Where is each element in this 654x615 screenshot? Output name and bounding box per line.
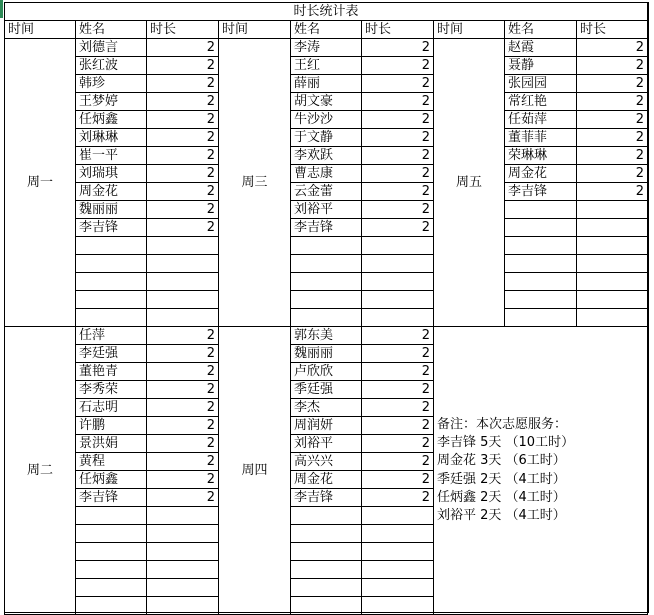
duration-cell[interactable] — [362, 309, 434, 327]
name-cell[interactable] — [76, 237, 147, 255]
name-cell[interactable]: 李杰 — [291, 399, 362, 417]
duration-cell[interactable]: 2 — [362, 165, 434, 183]
duration-cell[interactable]: 2 — [147, 327, 219, 345]
table-row — [5, 111, 648, 129]
table-row — [5, 57, 648, 75]
name-cell[interactable]: 许鹏 — [76, 417, 147, 435]
notes-line: 李吉锋 5天 （10工时） — [437, 435, 575, 451]
name-cell[interactable] — [76, 543, 147, 561]
duration-cell[interactable] — [577, 219, 648, 237]
day-label-mon[interactable]: 周一 — [5, 39, 76, 327]
duration-cell[interactable]: 2 — [362, 489, 434, 507]
duration-cell[interactable]: 2 — [577, 183, 648, 201]
notes-line: 刘裕平 2天 （4工时） — [437, 507, 566, 523]
duration-cell[interactable] — [362, 507, 434, 525]
name-cell[interactable] — [291, 597, 362, 615]
duration-cell[interactable]: 2 — [577, 93, 648, 111]
name-cell[interactable]: 于文静 — [291, 129, 362, 147]
duration-cell[interactable] — [147, 273, 219, 291]
duration-cell[interactable]: 2 — [577, 75, 648, 93]
name-cell[interactable] — [505, 201, 577, 219]
header-name[interactable]: 姓名 — [291, 21, 362, 39]
table-row — [5, 39, 648, 57]
name-cell[interactable]: 王梦婷 — [76, 93, 147, 111]
duration-cell[interactable]: 2 — [147, 93, 219, 111]
header-duration[interactable]: 时长 — [362, 21, 434, 39]
name-cell[interactable]: 董艳青 — [76, 363, 147, 381]
name-cell[interactable]: 魏丽丽 — [291, 345, 362, 363]
duration-cell[interactable]: 2 — [147, 219, 219, 237]
duration-cell[interactable]: 2 — [147, 75, 219, 93]
duration-cell[interactable] — [362, 273, 434, 291]
name-cell[interactable] — [76, 561, 147, 579]
duration-cell[interactable] — [577, 273, 648, 291]
duration-cell[interactable] — [362, 561, 434, 579]
duration-cell[interactable]: 2 — [147, 111, 219, 129]
name-cell[interactable] — [291, 291, 362, 309]
name-cell[interactable] — [76, 273, 147, 291]
name-cell[interactable]: 周金花 — [291, 471, 362, 489]
name-cell[interactable] — [291, 543, 362, 561]
name-cell[interactable] — [291, 525, 362, 543]
table-row — [5, 219, 648, 237]
name-cell[interactable] — [76, 597, 147, 615]
name-cell[interactable]: 胡文豪 — [291, 93, 362, 111]
name-cell[interactable]: 周金花 — [76, 183, 147, 201]
table-row — [5, 183, 648, 201]
name-cell[interactable]: 张园园 — [505, 75, 577, 93]
duration-cell[interactable]: 2 — [147, 399, 219, 417]
name-cell[interactable]: 董菲菲 — [505, 129, 577, 147]
name-cell[interactable]: 荣琳琳 — [505, 147, 577, 165]
day-label-wed[interactable]: 周三 — [219, 39, 291, 327]
name-cell[interactable] — [291, 579, 362, 597]
duration-cell[interactable]: 2 — [362, 471, 434, 489]
duration-cell[interactable]: 2 — [147, 201, 219, 219]
table-row — [5, 255, 648, 273]
table-row — [5, 129, 648, 147]
duration-cell[interactable]: 2 — [577, 57, 648, 75]
table-row — [5, 147, 648, 165]
header-name[interactable]: 姓名 — [76, 21, 147, 39]
name-cell[interactable] — [76, 507, 147, 525]
duration-cell[interactable]: 2 — [362, 201, 434, 219]
duration-cell[interactable]: 2 — [147, 489, 219, 507]
duration-cell[interactable]: 2 — [362, 381, 434, 399]
name-cell[interactable] — [291, 561, 362, 579]
duration-cell[interactable]: 2 — [362, 147, 434, 165]
duration-cell[interactable] — [577, 255, 648, 273]
notes-heading: 备注：本次志愿服务： — [437, 416, 568, 432]
name-cell[interactable]: 李秀荣 — [76, 381, 147, 399]
name-cell[interactable]: 任炳鑫 — [76, 111, 147, 129]
name-cell[interactable]: 卢欣欣 — [291, 363, 362, 381]
name-cell[interactable]: 刘裕平 — [291, 201, 362, 219]
name-cell[interactable] — [505, 255, 577, 273]
name-cell[interactable]: 周金花 — [505, 165, 577, 183]
table-row — [5, 237, 648, 255]
name-cell[interactable]: 石志明 — [76, 399, 147, 417]
duration-cell[interactable] — [147, 309, 219, 327]
name-cell[interactable] — [291, 273, 362, 291]
duration-cell[interactable] — [362, 525, 434, 543]
name-cell[interactable] — [505, 309, 577, 327]
duration-cell[interactable]: 2 — [362, 183, 434, 201]
header-time[interactable]: 时间 — [5, 21, 76, 39]
duration-cell[interactable]: 2 — [362, 327, 434, 345]
duration-cell[interactable]: 2 — [147, 165, 219, 183]
header-row — [5, 21, 648, 39]
notes-line: 季廷强 2天 （4工时） — [437, 471, 566, 487]
duration-cell[interactable] — [362, 579, 434, 597]
duration-cell[interactable] — [362, 543, 434, 561]
duration-cell[interactable] — [147, 525, 219, 543]
duration-cell[interactable]: 2 — [362, 93, 434, 111]
duration-cell[interactable]: 2 — [362, 399, 434, 417]
day-label-fri[interactable]: 周五 — [434, 39, 505, 327]
name-cell[interactable]: 郭东美 — [291, 327, 362, 345]
name-cell[interactable]: 李吉锋 — [505, 183, 577, 201]
duration-cell[interactable]: 2 — [147, 57, 219, 75]
name-cell[interactable]: 常红艳 — [505, 93, 577, 111]
name-cell[interactable]: 牛沙沙 — [291, 111, 362, 129]
name-cell[interactable]: 李廷强 — [76, 345, 147, 363]
name-cell[interactable] — [76, 291, 147, 309]
duration-cell[interactable]: 2 — [362, 39, 434, 57]
duration-cell[interactable]: 2 — [577, 147, 648, 165]
name-cell[interactable] — [505, 219, 577, 237]
day-label-thu[interactable]: 周四 — [219, 327, 291, 615]
duration-cell[interactable]: 2 — [147, 471, 219, 489]
duration-cell[interactable] — [147, 255, 219, 273]
duration-cell[interactable]: 2 — [147, 417, 219, 435]
name-cell[interactable]: 刘德言 — [76, 39, 147, 57]
duration-cell[interactable] — [362, 237, 434, 255]
name-cell[interactable] — [76, 309, 147, 327]
table-row — [5, 327, 648, 345]
name-cell[interactable]: 薛丽 — [291, 75, 362, 93]
name-cell[interactable]: 李吉锋 — [291, 489, 362, 507]
name-cell[interactable]: 聂静 — [505, 57, 577, 75]
name-cell[interactable] — [505, 273, 577, 291]
duration-cell[interactable] — [362, 291, 434, 309]
name-cell[interactable]: 刘瑞琪 — [76, 165, 147, 183]
name-cell[interactable] — [291, 309, 362, 327]
name-cell[interactable]: 景洪娟 — [76, 435, 147, 453]
duration-cell[interactable]: 2 — [362, 219, 434, 237]
name-cell[interactable]: 李吉锋 — [76, 489, 147, 507]
duration-cell[interactable]: 2 — [147, 147, 219, 165]
name-cell[interactable]: 王红 — [291, 57, 362, 75]
duration-cell[interactable]: 2 — [362, 345, 434, 363]
table-row — [5, 93, 648, 111]
duration-cell[interactable]: 2 — [577, 111, 648, 129]
duration-cell[interactable] — [147, 579, 219, 597]
name-cell[interactable]: 魏丽丽 — [76, 201, 147, 219]
duration-cell[interactable]: 2 — [362, 453, 434, 471]
duration-cell[interactable]: 2 — [577, 39, 648, 57]
name-cell[interactable] — [291, 255, 362, 273]
table-row — [5, 201, 648, 219]
duration-cell[interactable]: 2 — [147, 453, 219, 471]
duration-cell[interactable] — [147, 291, 219, 309]
duration-cell[interactable] — [147, 543, 219, 561]
day-label-tue[interactable]: 周二 — [5, 327, 76, 615]
name-cell[interactable]: 任茹萍 — [505, 111, 577, 129]
table-row — [5, 75, 648, 93]
name-cell[interactable]: 刘裕平 — [291, 435, 362, 453]
name-cell[interactable]: 李吉锋 — [76, 219, 147, 237]
duration-cell[interactable]: 2 — [147, 363, 219, 381]
name-cell[interactable]: 李欢跃 — [291, 147, 362, 165]
duration-cell[interactable]: 2 — [362, 57, 434, 75]
name-cell[interactable]: 刘琳琳 — [76, 129, 147, 147]
duration-cell[interactable]: 2 — [147, 183, 219, 201]
duration-cell[interactable]: 2 — [362, 111, 434, 129]
duration-cell[interactable] — [362, 597, 434, 615]
name-cell[interactable] — [291, 237, 362, 255]
active-cell-indicator — [0, 0, 3, 18]
title-row — [5, 3, 648, 21]
name-cell[interactable]: 曹志康 — [291, 165, 362, 183]
sheet-title[interactable]: 时长统计表 — [5, 3, 648, 21]
duration-cell[interactable] — [577, 291, 648, 309]
duration-cell[interactable]: 2 — [147, 39, 219, 57]
duration-cell[interactable]: 2 — [362, 435, 434, 453]
table-row — [5, 165, 648, 183]
header-duration[interactable]: 时长 — [147, 21, 219, 39]
name-cell[interactable] — [76, 255, 147, 273]
duration-table — [4, 2, 648, 615]
name-cell[interactable] — [505, 291, 577, 309]
name-cell[interactable]: 李吉锋 — [291, 219, 362, 237]
name-cell[interactable] — [76, 579, 147, 597]
notes-line: 周金花 3天 （6工时） — [437, 453, 566, 469]
table-row — [5, 291, 648, 309]
duration-cell[interactable]: 2 — [362, 417, 434, 435]
duration-cell[interactable] — [147, 561, 219, 579]
duration-cell[interactable]: 2 — [147, 435, 219, 453]
name-cell[interactable]: 周润妍 — [291, 417, 362, 435]
header-time[interactable]: 时间 — [434, 21, 505, 39]
name-cell[interactable]: 云金蕾 — [291, 183, 362, 201]
notes-line: 任炳鑫 2天 （4工时） — [437, 489, 566, 505]
duration-cell[interactable]: 2 — [147, 381, 219, 399]
duration-cell[interactable]: 2 — [362, 363, 434, 381]
duration-cell[interactable]: 2 — [362, 129, 434, 147]
duration-cell[interactable] — [577, 309, 648, 327]
duration-cell[interactable] — [147, 237, 219, 255]
name-cell[interactable]: 任萍 — [76, 327, 147, 345]
notes-block — [434, 327, 648, 615]
name-cell[interactable] — [76, 525, 147, 543]
name-cell[interactable]: 韩珍 — [76, 75, 147, 93]
name-cell[interactable]: 李涛 — [291, 39, 362, 57]
duration-cell[interactable] — [362, 255, 434, 273]
duration-cell[interactable] — [577, 237, 648, 255]
duration-cell[interactable] — [147, 507, 219, 525]
duration-cell[interactable]: 2 — [362, 75, 434, 93]
header-time[interactable]: 时间 — [219, 21, 291, 39]
duration-cell[interactable] — [147, 597, 219, 615]
duration-cell[interactable]: 2 — [147, 129, 219, 147]
name-cell[interactable]: 高兴兴 — [291, 453, 362, 471]
duration-cell[interactable] — [577, 201, 648, 219]
header-name[interactable]: 姓名 — [505, 21, 577, 39]
duration-cell[interactable]: 2 — [147, 345, 219, 363]
duration-cell[interactable]: 2 — [577, 165, 648, 183]
name-cell[interactable]: 崔一平 — [76, 147, 147, 165]
duration-cell[interactable]: 2 — [577, 129, 648, 147]
header-duration[interactable]: 时长 — [577, 21, 648, 39]
name-cell[interactable]: 张红波 — [76, 57, 147, 75]
name-cell[interactable] — [505, 237, 577, 255]
table-row — [5, 273, 648, 291]
name-cell[interactable]: 任炳鑫 — [76, 471, 147, 489]
name-cell[interactable] — [291, 507, 362, 525]
table-row — [5, 309, 648, 327]
name-cell[interactable]: 季廷强 — [291, 381, 362, 399]
name-cell[interactable]: 赵霞 — [505, 39, 577, 57]
name-cell[interactable]: 黄程 — [76, 453, 147, 471]
